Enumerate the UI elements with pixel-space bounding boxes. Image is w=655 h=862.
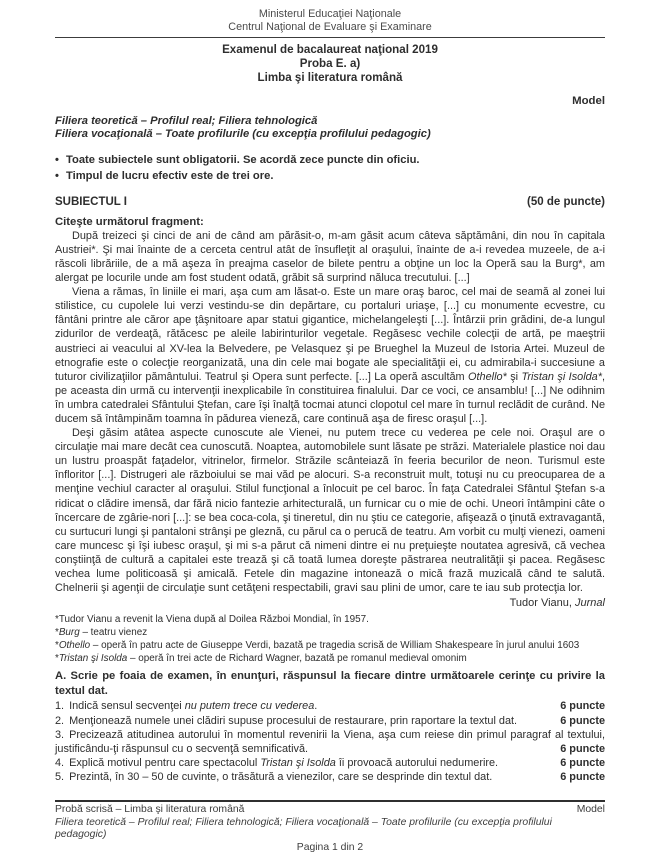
question-quote: Tristan şi Isolda — [260, 757, 336, 770]
question-points: 6 puncte — [554, 714, 605, 728]
opera-title-othello: Othello* — [468, 370, 507, 383]
bullet-marker: • — [55, 153, 59, 166]
paragraph-text: După treizeci şi cinci de ani de când am părăsit-o, m-am găsit acum câteva săptămâni, din nou în capitala Austriei*. Şi mai înainte de a cerceta centrul atât de însufleţit al oraşului, înainte de a-i revedea muzeele, de a-i răscoli librăriile, de a mă aşeza în preajma caselor de bilete pentru a obţine un loc la Operă sau la Burg*, am alergat pe locurile unde am fost student odată, grăbit să surprind năluca trecutului. [...] — [55, 229, 605, 285]
bullet-marker: • — [55, 169, 59, 182]
filiera-block — [55, 115, 605, 142]
exam-subject: Limba şi literatura română — [257, 71, 403, 85]
question-points: 6 puncte — [554, 742, 605, 756]
footnote-term: Othello — [58, 640, 91, 652]
question-text: îi provoacă autorului nedumerire. — [335, 757, 499, 770]
question-number: 3. — [55, 728, 65, 741]
question-item-5 — [55, 770, 605, 784]
instruction-item — [55, 168, 605, 184]
footer-exam-name: Probă scrisă – Limba şi literatura română — [55, 803, 245, 815]
footnote-text: * — [55, 640, 59, 652]
instruction-text: Timpul de lucru efectiv este de trei ore. — [66, 169, 274, 182]
header-divider — [55, 37, 605, 38]
footnote-line — [55, 613, 605, 626]
subject-heading-row — [55, 196, 605, 208]
subject-points: (50 de puncte) — [527, 195, 605, 208]
footnote-text: * — [55, 627, 59, 639]
filiera-line-1: Filiera teoretică – Profilul real; Filiera tehnologică — [55, 114, 318, 127]
question-points: 6 puncte — [554, 699, 605, 713]
opera-title-tristan: Tristan şi Isolda* — [521, 370, 602, 383]
fragment-paragraph-3 — [55, 426, 605, 595]
instruction-text: Toate subiectele sunt obligatorii. Se acordă zece puncte din oficiu. — [66, 153, 420, 166]
footnotes-block — [55, 613, 605, 665]
paragraph-text: şi — [506, 370, 522, 383]
footnote-text: – operă în patru acte de Giuseppe Verdi, bazată pe tragedia scrisă de William Shakespeare în jurul anului 1603 — [90, 640, 580, 652]
filiera-line-2: Filiera vocaţională – Toate profilurile (cu excepţia profilului pedagogic) — [55, 128, 431, 141]
footer-page-number: Pagina 1 din 2 — [296, 842, 364, 854]
subject-heading: SUBIECTUL I — [55, 195, 127, 208]
question-item-3 — [55, 728, 605, 756]
question-text: Prezintă, în 30 – 50 de cuvinte, o trăsătură a vienezilor, care se desprinde din textul dat. — [69, 771, 493, 784]
text-fragment — [55, 229, 605, 595]
fragment-paragraph-2 — [55, 285, 605, 426]
footer-model-label: Model — [576, 803, 605, 815]
fragment-lead: Citeşte următorul fragment: — [55, 215, 204, 228]
footer-filiera: Filiera teoretică – Profilul real; Filiera tehnologică; Filiera vocaţională – Toate profilurile (cu excepţia profilului pedagogic) — [55, 816, 552, 841]
paragraph-text: Deşi găsim atâtea aspecte cunoscute ale Vienei, nu putem trece cu vederea pe cele noi. Oraşul are o circulaţie mai mare decât cea cunoscută. Noaptea, automobilele sunt lăsate pe străzi. Materialele plastice noi dau un lustru proaspăt faţadelor, vitrinelor, firmelor. Străzile scânteiază în feeria becurilor de neon. Turismul este înfloritor [...]. Distrugeri ale războiului se mai văd pe alocuri. S-a reconstruit mult, totuşi nu cu preocuparea de a menţine vechiul caracter al oraşului. Stilul funcţional a înlocuit pe cel baroc. În faţa Catedralei Sfântul Ştefan s-a ridicat o clădire imensă, dar fără nicio fantezie arhitecturală, un furnicar cu o mie de ochi. Uneori întâmpini câte o încercare de zgârie-nori [...]: se bea coca-cola, şi tineretul, din nu ştiu ce categorie, afişează o ţinută extravagantă, cu surtucuri lungi şi pantaloni strânşi pe gleznă, cu părul ca o perucă de teatru. Am vorbit cu mulţi vienezi, oameni care muncesc şi îşi iubesc oraşul, şi mi s-a părut că nimeni dintre ei nu preţuieşte noutatea agresivă, că vechea conştiinţă de cultură a capitalei este trează şi că toată lumea doreşte păstrarea neutralităţii şi pacea. Regăsesc vechea lume politicoasă şi amicală. Fetele din magazine intonează o mică frază muzicală când te salută. Chelnerii şi agenţii de circulaţie sunt cetăţeni respectabili, gravi sau plini de umor, care te iau sub protecţia lor. — [55, 427, 605, 595]
general-instructions — [55, 152, 605, 184]
footnote-text: – teatru vienez — [79, 627, 148, 639]
question-item-4 — [55, 756, 605, 770]
footnote-text: *Tudor Vianu a revenit la Viena după al Doilea Război Mondial, în 1957. — [55, 614, 369, 626]
question-text: Precizează atitudinea autorului în momentul revenirii la Viena, aşa cum reiese din primul paragraf al textului, justificându-ţi răspunsul cu o secvenţă semnificativă. — [55, 728, 605, 756]
question-text: Indică sensul secvenţei — [69, 700, 185, 713]
author-name: Tudor Vianu, — [509, 597, 576, 610]
section-a-heading: A. Scrie pe foaia de examen, în enunţuri, răspunsul la fiecare dintre următoarele cerinţe cu privire la textul dat. — [55, 670, 605, 697]
question-text: . — [314, 700, 318, 713]
question-number: 4. — [55, 757, 65, 770]
model-label: Model — [572, 94, 605, 107]
question-points: 6 puncte — [554, 770, 605, 784]
questions-list — [55, 699, 605, 784]
footnote-text: * — [55, 653, 59, 665]
exam-proba: Proba E. a) — [299, 57, 361, 71]
question-item-2 — [55, 714, 605, 728]
question-number: 1. — [55, 700, 65, 713]
footer-row — [55, 804, 605, 817]
page-footer — [55, 800, 605, 855]
question-number: 5. — [55, 771, 65, 784]
evaluation-center-name: Centrul Naţional de Evaluare şi Examinare — [228, 21, 432, 33]
question-number: 2. — [55, 714, 65, 727]
fragment-paragraph-1 — [55, 229, 605, 285]
footnote-term: Tristan şi Isolda — [58, 653, 128, 665]
attribution-line — [55, 596, 605, 610]
question-text: Menţionează numele unei clădiri supuse procesului de restaurare, prin raportare la textul dat. — [69, 714, 518, 727]
footnote-line — [55, 626, 605, 639]
question-quote: nu putem trece cu vederea — [184, 700, 315, 713]
work-title: Jurnal — [575, 597, 605, 610]
question-item-1 — [55, 699, 605, 713]
exam-title-block — [55, 43, 605, 86]
ministry-name: Ministerul Educaţiei Naţionale — [258, 8, 402, 20]
question-points: 6 puncte — [554, 756, 605, 770]
paragraph-text: , pe aceasta din urmă cu intervenţii inexplicabile în constituirea finalului. Dar ce voci, ce ansamblu! [...] Ne odihnim în umbra catedralei Sfântului Ştefan, care îşi înalţă tocmai atunci clopotul cel mare în turnul reclădit de curând. Ne ducem să întâmpinăm toamna în pădurea vieneză, care continuă aşa de firesc oraşul [...]. — [55, 370, 605, 426]
exam-title: Examenul de bacalaureat naţional 2019 — [222, 43, 438, 56]
instruction-item — [55, 152, 605, 168]
footnote-line — [55, 652, 605, 665]
footnote-line — [55, 639, 605, 652]
document-header — [55, 8, 605, 34]
footnote-term: Burg — [58, 627, 80, 639]
question-text: Explică motivul pentru care spectacolul — [69, 757, 261, 770]
footnote-text: – operă în trei acte de Richard Wagner, bazată pe romanul medieval omonim — [127, 653, 467, 665]
paragraph-text: Viena a rămas, în liniile ei mari, aşa cum am lăsat-o. Este un mare oraş baroc, cel mai de seamă al zonei lui stilistice, cu cupolele lui verzi vestindu-se din depărtare, cu portaluri uriaşe, [...] cu monumente ecvestre, cu fântâni printre ale căror ape ţâşnitoare apar statui gigantice, michelangeleşti [...]. Întârzii prin grădini, de-a lungul zidurilor de verdeaţă, rătăcesc pe aleile labirinturilor vegetale. Regăsesc vechile colecţii de artă, pe maeştrii austrieci ai veacului al XV-lea la Belvedere, pe Velasquez şi pe Brueghel la Muzeul de Istoria Artei. Muzeul de etnografie este o colecţie reorganizată, una din cele mai bogate ale specialităţii ei, cu admirabila-i succesiune a tuturor civilizaţiilor pământului. Teatrul şi Opera sunt perfecte. [...] La operă ascultăm — [55, 286, 605, 383]
